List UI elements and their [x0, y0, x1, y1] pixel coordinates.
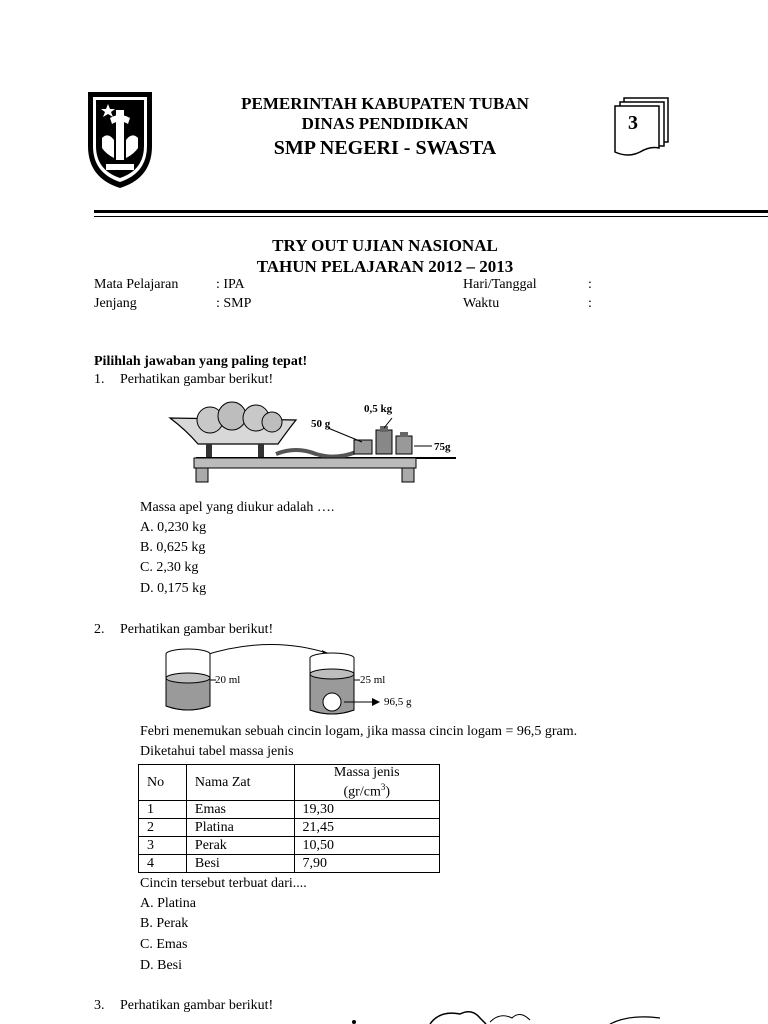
header-department: DINAS PENDIDIKAN — [301, 114, 469, 133]
q2-prompt: Perhatikan gambar berikut! — [120, 622, 274, 637]
density-table — [138, 764, 440, 873]
day-value: : — [588, 277, 592, 292]
q3-number: 3. — [94, 998, 105, 1013]
col-header-density-unit: $(gr/cm^3)$ — [343, 782, 391, 800]
label-50g: 50 g — [311, 418, 331, 430]
table-row — [139, 836, 440, 854]
q1-option-c[interactable]: C. 2,30 kg — [140, 560, 199, 575]
q2-option-a[interactable]: A. Platina — [140, 896, 196, 911]
cell-no: 2 — [139, 818, 187, 836]
cell-density: 21,45 — [294, 818, 439, 836]
instruction: Pilihlah jawaban yang paling tepat! — [94, 354, 308, 369]
q1-option-a[interactable]: A. 0,230 kg — [140, 520, 207, 535]
col-header-name: Nama Zat — [186, 765, 294, 801]
cell-name: Perak — [186, 836, 294, 854]
q1-question: Massa apel yang diukur adalah …. — [140, 500, 335, 515]
cell-no: 4 — [139, 854, 187, 872]
cell-no: 3 — [139, 836, 187, 854]
day-label: Hari/Tanggal — [463, 277, 537, 292]
cell-name: Platina — [186, 818, 294, 836]
col-header-density — [294, 765, 439, 801]
q2-text-ring: Febri menemukan sebuah cincin logam, jika massa cincin logam = 96,5 gram. — [140, 724, 578, 739]
tuban-crest-logo — [84, 88, 156, 192]
q3-illustration-partial — [340, 1008, 670, 1024]
header-government: PEMERINTAH KABUPATEN TUBAN — [241, 94, 529, 113]
q2-option-b[interactable]: B. Perak — [140, 916, 189, 931]
cell-name: Emas — [186, 800, 294, 818]
cell-density: 7,90 — [294, 854, 439, 872]
time-label: Waktu — [463, 296, 500, 311]
q1-option-d[interactable]: D. 0,175 kg — [140, 581, 207, 596]
beakers-illustration — [160, 642, 430, 720]
header-rule-thick — [94, 210, 768, 213]
label-75g: 75g — [434, 441, 451, 453]
q1-number: 1. — [94, 372, 105, 387]
label-25ml: 25 ml — [360, 674, 386, 686]
q2-option-d[interactable]: D. Besi — [140, 958, 182, 973]
table-row — [139, 854, 440, 872]
page-number-badge: 3 — [628, 112, 638, 134]
q2-question: Cincin tersebut terbuat dari.... — [140, 876, 307, 891]
header-school: SMP NEGERI - SWASTA — [273, 137, 497, 159]
q2-text-table-intro: Diketahui tabel massa jenis — [140, 744, 294, 759]
q2-option-c[interactable]: C. Emas — [140, 937, 188, 952]
time-value: : — [588, 296, 592, 311]
table-row — [139, 818, 440, 836]
cell-name: Besi — [186, 854, 294, 872]
q1-prompt: Perhatikan gambar berikut! — [120, 372, 274, 387]
table-row — [139, 800, 440, 818]
q2-number: 2. — [94, 622, 105, 637]
table-header-row — [139, 765, 440, 801]
cell-density: 19,30 — [294, 800, 439, 818]
subject-label: Mata Pelajaran — [94, 277, 179, 292]
subject-value: : IPA — [216, 277, 245, 292]
cell-no: 1 — [139, 800, 187, 818]
label-20ml: 20 ml — [215, 674, 241, 686]
q3-prompt: Perhatikan gambar berikut! — [120, 998, 274, 1013]
level-label: Jenjang — [94, 296, 137, 311]
level-value: : SMP — [216, 296, 252, 311]
header-rule-thin — [94, 216, 768, 217]
cell-density: 10,50 — [294, 836, 439, 854]
balance-scale-illustration — [166, 400, 466, 484]
q1-option-b[interactable]: B. 0,625 kg — [140, 540, 206, 555]
exam-year: TAHUN PELAJARAN 2012 – 2013 — [256, 257, 514, 276]
label-0-5kg: 0,5 kg — [364, 403, 393, 415]
col-header-density-line1: Massa jenis — [333, 765, 400, 780]
exam-title: TRY OUT UJIAN NASIONAL — [272, 236, 498, 255]
label-mass-96-5g: 96,5 g — [384, 696, 412, 708]
col-header-no: No — [139, 765, 187, 801]
